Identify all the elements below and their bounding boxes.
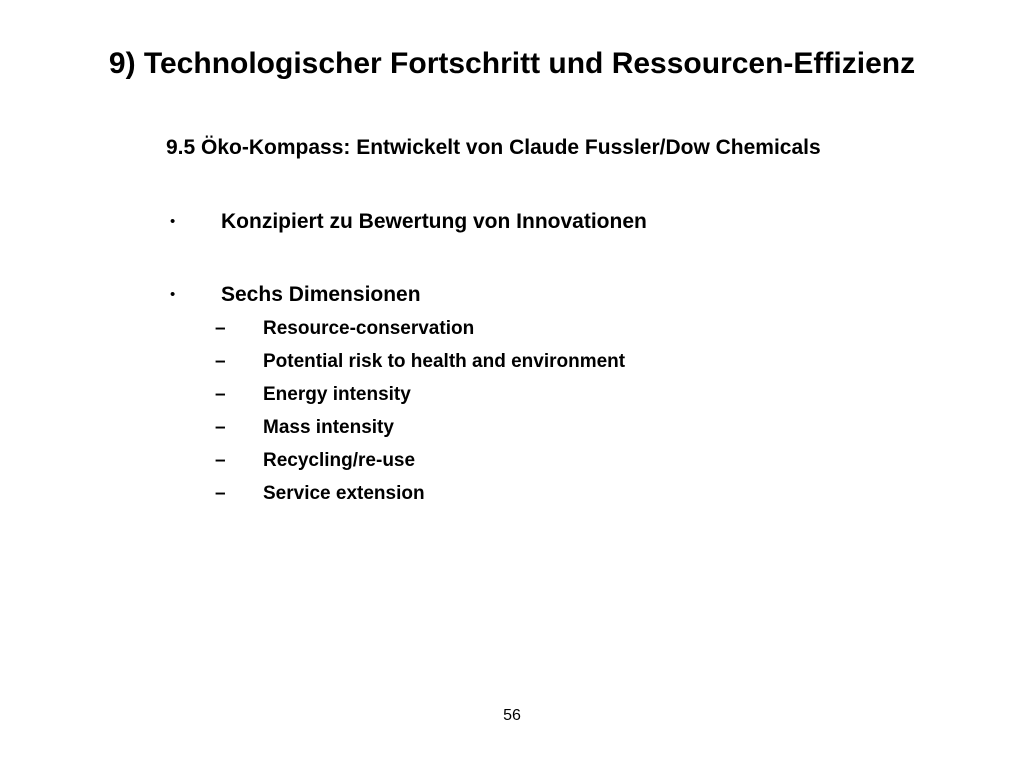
dash-marker: – [215, 417, 226, 438]
dash-marker: – [215, 384, 226, 405]
bullet-text: Sechs Dimensionen [221, 283, 421, 306]
list-item-text: Potential risk to health and environment [263, 351, 626, 372]
bullet-marker: • [170, 213, 176, 230]
dash-marker: – [215, 483, 226, 504]
slide-title: 9) Technologischer Fortschritt und Ressourcen-Effizienz [108, 47, 916, 80]
list-item-text: Resource-conservation [263, 318, 475, 339]
dash-marker: – [215, 318, 226, 339]
list-item-text: Mass intensity [263, 417, 394, 438]
list-item-text: Service extension [263, 483, 425, 504]
dash-marker: – [215, 351, 226, 372]
dash-marker: – [215, 450, 226, 471]
list-item-text: Recycling/re-use [263, 450, 416, 471]
bullet-text: Konzipiert zu Bewertung von Innovationen [221, 210, 647, 233]
list-item-text: Energy intensity [263, 384, 411, 405]
slide-subtitle: 9.5 Öko-Kompass: Entwickelt von Claude Fussler/Dow Chemicals [166, 136, 821, 159]
page-number: 56 [503, 707, 521, 724]
bullet-marker: • [170, 286, 176, 303]
